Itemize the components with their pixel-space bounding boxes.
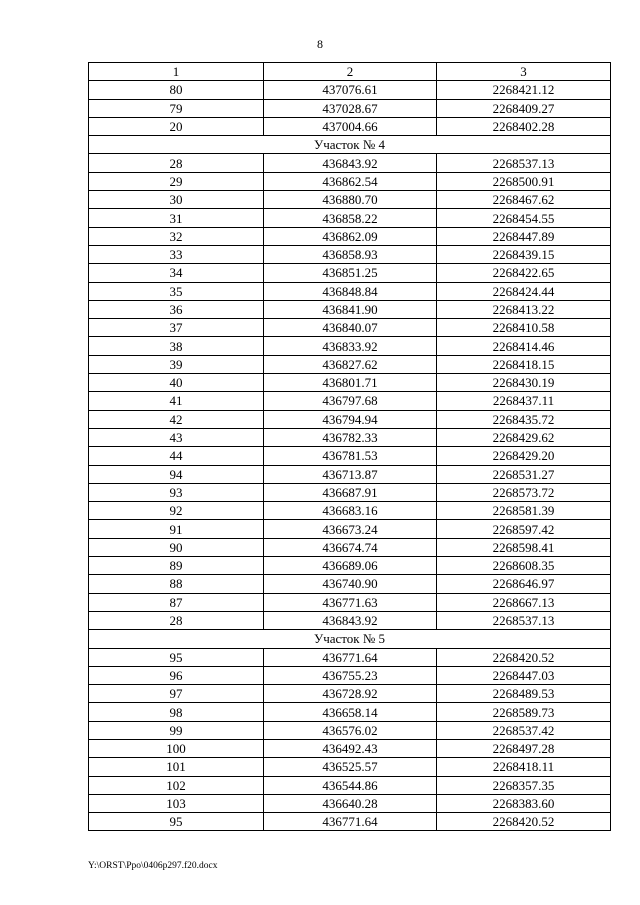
point-number-cell: 96 [89, 666, 264, 684]
y-coordinate-cell: 2268489.53 [437, 685, 611, 703]
point-number-cell: 91 [89, 520, 264, 538]
point-number-cell: 30 [89, 191, 264, 209]
x-coordinate-cell: 436525.57 [264, 758, 437, 776]
table-row [89, 374, 611, 392]
table-row [89, 428, 611, 446]
table-row [89, 813, 611, 831]
x-coordinate-cell: 436862.09 [264, 227, 437, 245]
section-title: Участок № 5 [89, 630, 611, 648]
y-coordinate-cell: 2268421.12 [437, 81, 611, 99]
point-number-cell: 28 [89, 154, 264, 172]
x-coordinate-cell: 436713.87 [264, 465, 437, 483]
table-row [89, 483, 611, 501]
table-row [89, 282, 611, 300]
y-coordinate-cell: 2268420.52 [437, 813, 611, 831]
y-coordinate-cell: 2268500.91 [437, 172, 611, 190]
header-cell-3: 3 [437, 63, 611, 81]
point-number-cell: 100 [89, 739, 264, 757]
table-row [89, 337, 611, 355]
x-coordinate-cell: 436640.28 [264, 794, 437, 812]
y-coordinate-cell: 2268646.97 [437, 575, 611, 593]
table-row [89, 557, 611, 575]
point-number-cell: 87 [89, 593, 264, 611]
x-coordinate-cell: 436848.84 [264, 282, 437, 300]
x-coordinate-cell: 436858.93 [264, 245, 437, 263]
point-number-cell: 80 [89, 81, 264, 99]
y-coordinate-cell: 2268429.62 [437, 428, 611, 446]
y-coordinate-cell: 2268439.15 [437, 245, 611, 263]
x-coordinate-cell: 436782.33 [264, 428, 437, 446]
point-number-cell: 20 [89, 117, 264, 135]
table-row [89, 447, 611, 465]
table-row [89, 502, 611, 520]
table-row [89, 99, 611, 117]
section-header-row [89, 630, 611, 648]
point-number-cell: 97 [89, 685, 264, 703]
y-coordinate-cell: 2268447.89 [437, 227, 611, 245]
table-row [89, 392, 611, 410]
table-row [89, 794, 611, 812]
x-coordinate-cell: 436880.70 [264, 191, 437, 209]
y-coordinate-cell: 2268667.13 [437, 593, 611, 611]
y-coordinate-cell: 2268581.39 [437, 502, 611, 520]
point-number-cell: 28 [89, 611, 264, 629]
x-coordinate-cell: 436801.71 [264, 374, 437, 392]
y-coordinate-cell: 2268418.15 [437, 355, 611, 373]
point-number-cell: 95 [89, 813, 264, 831]
x-coordinate-cell: 436576.02 [264, 721, 437, 739]
section-header-row [89, 136, 611, 154]
point-number-cell: 43 [89, 428, 264, 446]
table-row [89, 776, 611, 794]
y-coordinate-cell: 2268437.11 [437, 392, 611, 410]
y-coordinate-cell: 2268409.27 [437, 99, 611, 117]
point-number-cell: 39 [89, 355, 264, 373]
table-row [89, 666, 611, 684]
point-number-cell: 42 [89, 410, 264, 428]
x-coordinate-cell: 436840.07 [264, 319, 437, 337]
x-coordinate-cell: 436755.23 [264, 666, 437, 684]
table-row [89, 575, 611, 593]
table-row [89, 117, 611, 135]
point-number-cell: 37 [89, 319, 264, 337]
table-row [89, 154, 611, 172]
x-coordinate-cell: 437076.61 [264, 81, 437, 99]
point-number-cell: 34 [89, 264, 264, 282]
y-coordinate-cell: 2268531.27 [437, 465, 611, 483]
x-coordinate-cell: 436851.25 [264, 264, 437, 282]
x-coordinate-cell: 436781.53 [264, 447, 437, 465]
point-number-cell: 101 [89, 758, 264, 776]
table-row [89, 227, 611, 245]
x-coordinate-cell: 436797.68 [264, 392, 437, 410]
point-number-cell: 89 [89, 557, 264, 575]
x-coordinate-cell: 437004.66 [264, 117, 437, 135]
x-coordinate-cell: 436673.24 [264, 520, 437, 538]
y-coordinate-cell: 2268420.52 [437, 648, 611, 666]
point-number-cell: 92 [89, 502, 264, 520]
x-coordinate-cell: 437028.67 [264, 99, 437, 117]
x-coordinate-cell: 436827.62 [264, 355, 437, 373]
y-coordinate-cell: 2268589.73 [437, 703, 611, 721]
y-coordinate-cell: 2268454.55 [437, 209, 611, 227]
table-header-row [89, 63, 611, 81]
point-number-cell: 94 [89, 465, 264, 483]
y-coordinate-cell: 2268422.65 [437, 264, 611, 282]
x-coordinate-cell: 436728.92 [264, 685, 437, 703]
y-coordinate-cell: 2268598.41 [437, 538, 611, 556]
footer-file-path: Y:\ORST\Ppo\0406p297.f20.docx [88, 861, 218, 871]
y-coordinate-cell: 2268467.62 [437, 191, 611, 209]
table-row [89, 81, 611, 99]
point-number-cell: 33 [89, 245, 264, 263]
y-coordinate-cell: 2268447.03 [437, 666, 611, 684]
page-number: 8 [317, 37, 323, 51]
y-coordinate-cell: 2268597.42 [437, 520, 611, 538]
x-coordinate-cell: 436689.06 [264, 557, 437, 575]
point-number-cell: 102 [89, 776, 264, 794]
point-number-cell: 95 [89, 648, 264, 666]
section-title: Участок № 4 [89, 136, 611, 154]
x-coordinate-cell: 436771.63 [264, 593, 437, 611]
table-row [89, 721, 611, 739]
y-coordinate-cell: 2268573.72 [437, 483, 611, 501]
y-coordinate-cell: 2268383.60 [437, 794, 611, 812]
point-number-cell: 93 [89, 483, 264, 501]
x-coordinate-cell: 436843.92 [264, 611, 437, 629]
y-coordinate-cell: 2268424.44 [437, 282, 611, 300]
x-coordinate-cell: 436544.86 [264, 776, 437, 794]
y-coordinate-cell: 2268429.20 [437, 447, 611, 465]
header-cell-2: 2 [264, 63, 437, 81]
x-coordinate-cell: 436674.74 [264, 538, 437, 556]
table-row [89, 465, 611, 483]
table-row [89, 300, 611, 318]
coordinates-table-body [89, 63, 611, 831]
x-coordinate-cell: 436492.43 [264, 739, 437, 757]
x-coordinate-cell: 436771.64 [264, 813, 437, 831]
point-number-cell: 90 [89, 538, 264, 556]
header-cell-1: 1 [89, 63, 264, 81]
table-row [89, 355, 611, 373]
table-row [89, 739, 611, 757]
y-coordinate-cell: 2268537.13 [437, 154, 611, 172]
table-row [89, 685, 611, 703]
y-coordinate-cell: 2268410.58 [437, 319, 611, 337]
table-row [89, 520, 611, 538]
y-coordinate-cell: 2268537.13 [437, 611, 611, 629]
point-number-cell: 103 [89, 794, 264, 812]
y-coordinate-cell: 2268537.42 [437, 721, 611, 739]
y-coordinate-cell: 2268430.19 [437, 374, 611, 392]
y-coordinate-cell: 2268402.28 [437, 117, 611, 135]
point-number-cell: 88 [89, 575, 264, 593]
table-row [89, 758, 611, 776]
point-number-cell: 29 [89, 172, 264, 190]
point-number-cell: 36 [89, 300, 264, 318]
table-row [89, 538, 611, 556]
table-row [89, 611, 611, 629]
x-coordinate-cell: 436862.54 [264, 172, 437, 190]
x-coordinate-cell: 436841.90 [264, 300, 437, 318]
point-number-cell: 99 [89, 721, 264, 739]
point-number-cell: 98 [89, 703, 264, 721]
x-coordinate-cell: 436740.90 [264, 575, 437, 593]
table-row [89, 410, 611, 428]
table-row [89, 209, 611, 227]
x-coordinate-cell: 436843.92 [264, 154, 437, 172]
point-number-cell: 79 [89, 99, 264, 117]
point-number-cell: 44 [89, 447, 264, 465]
x-coordinate-cell: 436658.14 [264, 703, 437, 721]
point-number-cell: 38 [89, 337, 264, 355]
table-row [89, 245, 611, 263]
table-row [89, 191, 611, 209]
point-number-cell: 32 [89, 227, 264, 245]
table-row [89, 319, 611, 337]
y-coordinate-cell: 2268357.35 [437, 776, 611, 794]
y-coordinate-cell: 2268418.11 [437, 758, 611, 776]
x-coordinate-cell: 436687.91 [264, 483, 437, 501]
y-coordinate-cell: 2268497.28 [437, 739, 611, 757]
x-coordinate-cell: 436858.22 [264, 209, 437, 227]
x-coordinate-cell: 436833.92 [264, 337, 437, 355]
y-coordinate-cell: 2268414.46 [437, 337, 611, 355]
table-row [89, 172, 611, 190]
x-coordinate-cell: 436771.64 [264, 648, 437, 666]
table-row [89, 648, 611, 666]
x-coordinate-cell: 436683.16 [264, 502, 437, 520]
point-number-cell: 40 [89, 374, 264, 392]
point-number-cell: 35 [89, 282, 264, 300]
table-row [89, 703, 611, 721]
point-number-cell: 41 [89, 392, 264, 410]
table-row [89, 264, 611, 282]
coordinates-table [88, 62, 611, 831]
point-number-cell: 31 [89, 209, 264, 227]
y-coordinate-cell: 2268608.35 [437, 557, 611, 575]
y-coordinate-cell: 2268435.72 [437, 410, 611, 428]
y-coordinate-cell: 2268413.22 [437, 300, 611, 318]
x-coordinate-cell: 436794.94 [264, 410, 437, 428]
table-row [89, 593, 611, 611]
